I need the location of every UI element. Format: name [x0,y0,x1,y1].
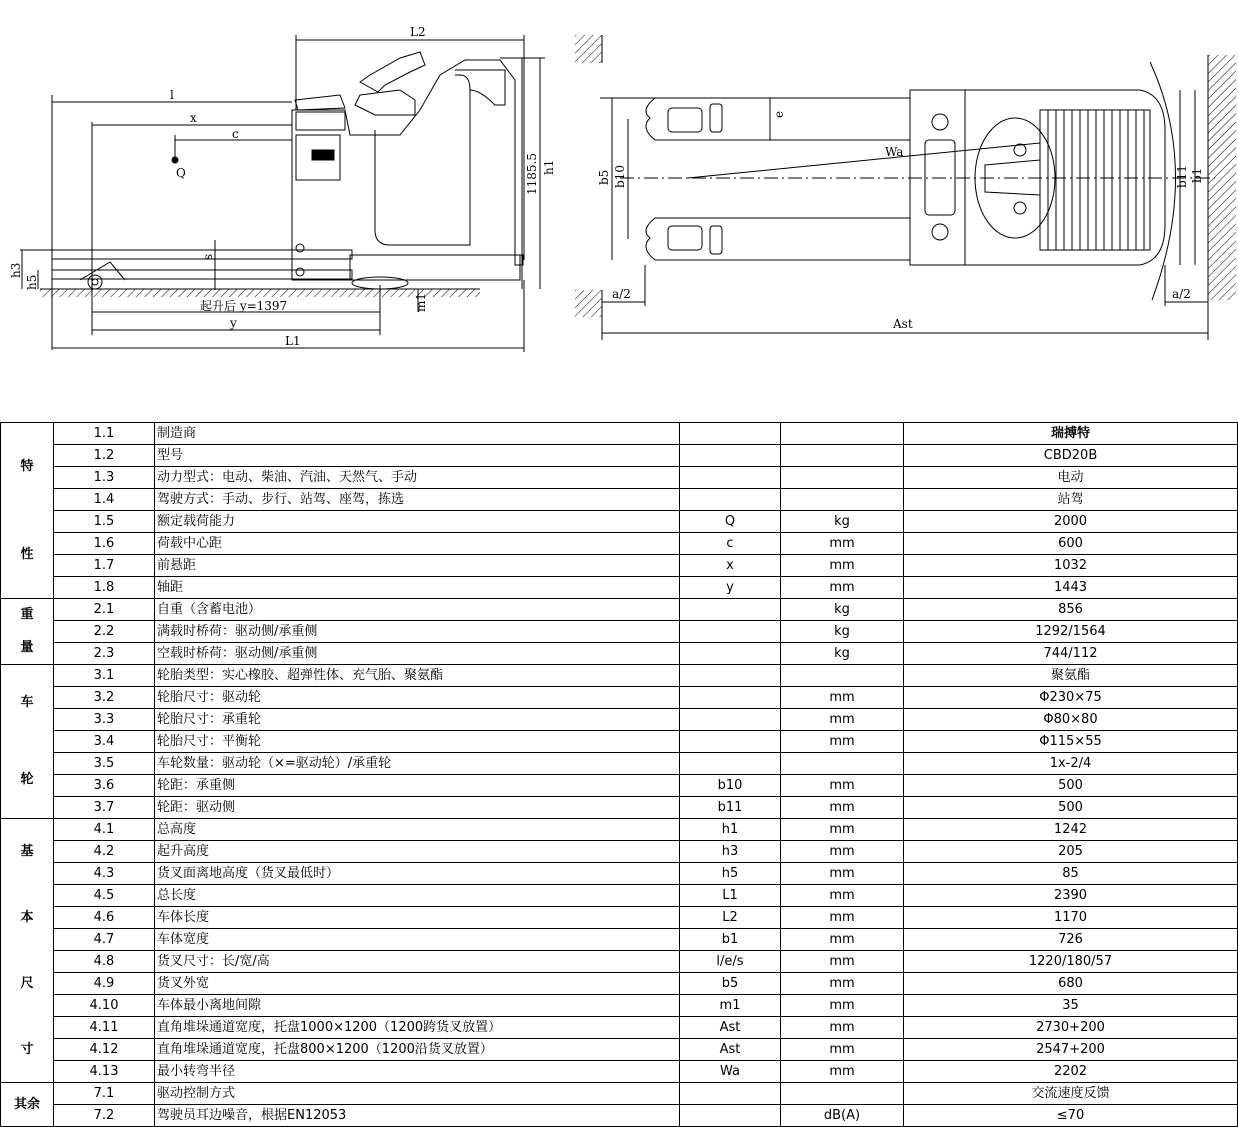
spec-unit [781,445,904,467]
spec-value: 600 [904,533,1238,555]
group-label-char: 重 [20,607,34,622]
spec-value: 500 [904,775,1238,797]
spec-number: 3.1 [54,665,155,687]
spec-row [1,709,1238,731]
spec-symbol: h5 [680,863,781,885]
spec-symbol: x [680,555,781,577]
group-label-char: 车 [20,695,34,710]
dim-c-label: c [232,127,239,141]
dim-h5-label: h5 [25,274,39,290]
spec-symbol [680,489,781,511]
spec-number: 4.3 [54,863,155,885]
load-wheel [88,275,102,289]
spec-symbol: b1 [680,929,781,951]
group-label [1,599,54,665]
spec-symbol [680,753,781,775]
spec-symbol [680,467,781,489]
dim-m1-label: m1 [414,292,428,312]
spec-value: Φ115×55 [904,731,1238,753]
spec-row [1,577,1238,599]
spec-description: 总长度 [155,885,680,907]
spec-value: 2000 [904,511,1238,533]
spec-value: 2202 [904,1061,1238,1083]
spec-row [1,841,1238,863]
spec-description: 车体最小离地间隙 [155,995,680,1017]
spec-unit: mm [781,797,904,819]
spec-row [1,731,1238,753]
spec-unit [781,423,904,445]
spec-value: 500 [904,797,1238,819]
spec-symbol: c [680,533,781,555]
spec-description: 满载时桥荷：驱动侧/承重侧 [155,621,680,643]
group-label [1,665,54,819]
spec-unit: kg [781,643,904,665]
spec-description: 空载时桥荷：驱动侧/承重侧 [155,643,680,665]
spec-symbol: Ast [680,1039,781,1061]
spec-unit [781,1083,904,1105]
spec-row [1,555,1238,577]
spec-number: 1.1 [54,423,155,445]
dim-L1-label: L1 [285,334,301,348]
spec-unit: mm [781,709,904,731]
spec-number: 2.1 [54,599,155,621]
spec-row [1,929,1238,951]
spec-unit: dB(A) [781,1105,904,1127]
spec-number: 4.13 [54,1061,155,1083]
spec-value: 聚氨酯 [904,665,1238,687]
spec-description: 额定载荷能力 [155,511,680,533]
group-label [1,423,54,599]
spec-number: 4.8 [54,951,155,973]
spec-description: 货叉面离地高度（货叉最低时） [155,863,680,885]
spec-symbol [680,1083,781,1105]
spec-table-body [1,423,1238,1127]
spec-unit: mm [781,907,904,929]
spec-symbol [680,599,781,621]
dim-b1-label: b1 [1190,167,1204,183]
group-label-char: 尺 [20,975,34,991]
spec-number: 3.2 [54,687,155,709]
spec-row [1,1083,1238,1105]
spec-symbol [680,1105,781,1127]
spec-row [1,423,1238,445]
spec-symbol: L2 [680,907,781,929]
spec-value: 680 [904,973,1238,995]
group-label-char: 其余 [13,1096,40,1112]
spec-value: 1x-2/4 [904,753,1238,775]
spec-row [1,533,1238,555]
dim-Wa-label: Wa [885,145,904,159]
spec-number: 3.5 [54,753,155,775]
spec-symbol: b11 [680,797,781,819]
spec-row [1,775,1238,797]
wall-right [1208,55,1236,300]
spec-value: 1443 [904,577,1238,599]
dim-h1-label: h1 [542,159,556,175]
dim-b11-label: b11 [1175,165,1189,188]
spec-value: 电动 [904,467,1238,489]
fork-lower [52,270,352,279]
spec-row [1,687,1238,709]
group-label-char: 性 [20,546,34,562]
spec-unit: mm [781,555,904,577]
spec-symbol: h3 [680,841,781,863]
spec-value: 2390 [904,885,1238,907]
spec-value: Φ80×80 [904,709,1238,731]
spec-row [1,797,1238,819]
dim-b5-label: b5 [597,169,611,185]
spec-row [1,445,1238,467]
tiller-handle [360,52,425,92]
spec-symbol: l/e/s [680,951,781,973]
spec-description: 驾驶方式：手动、步行、站驾、座驾，拣选 [155,489,680,511]
spec-row [1,1105,1238,1127]
spec-symbol [680,687,781,709]
wall-bottom-left [575,290,602,317]
spec-symbol: y [680,577,781,599]
spec-number: 7.1 [54,1083,155,1105]
group-label [1,819,54,1083]
spec-number: 1.8 [54,577,155,599]
spec-description: 货叉尺寸：长/宽/高 [155,951,680,973]
group-label-char: 特 [20,458,34,474]
side-view [9,25,556,352]
spec-unit: mm [781,973,904,995]
spec-description: 轮距：驱动侧 [155,797,680,819]
dim-y-label: y [230,316,237,330]
spec-number: 1.7 [54,555,155,577]
spec-row [1,995,1238,1017]
spec-description: 轮胎尺寸：驱动轮 [155,687,680,709]
spec-number: 1.6 [54,533,155,555]
group-label-char: 基 [20,843,34,859]
spec-symbol [680,423,781,445]
spec-number: 1.4 [54,489,155,511]
group-label [1,1083,54,1127]
spec-value: ≤70 [904,1105,1238,1127]
spec-unit: mm [781,1017,904,1039]
spec-number: 4.7 [54,929,155,951]
spec-value: 1170 [904,907,1238,929]
spec-row [1,489,1238,511]
spec-unit [781,665,904,687]
dim-Ast-label: Ast [893,317,913,331]
spec-number: 2.3 [54,643,155,665]
spec-description: 轮胎类型：实心橡胶、超弹性体、充气胎、聚氨酯 [155,665,680,687]
spec-description: 轮胎尺寸：承重轮 [155,709,680,731]
spec-row [1,951,1238,973]
spec-unit: mm [781,1061,904,1083]
dim-a2-right-label: a/2 [1172,287,1191,301]
spec-number: 1.5 [54,511,155,533]
spec-number: 3.4 [54,731,155,753]
spec-unit [781,753,904,775]
spec-description: 动力型式：电动、柴油、汽油、天然气、手动 [155,467,680,489]
spec-description: 总高度 [155,819,680,841]
spec-unit: mm [781,1039,904,1061]
dim-s-label: s [201,253,215,260]
spec-symbol [680,731,781,753]
spec-number: 3.3 [54,709,155,731]
spec-unit: mm [781,819,904,841]
spec-unit: mm [781,687,904,709]
spec-value: 2730+200 [904,1017,1238,1039]
spec-number: 2.2 [54,621,155,643]
spec-number: 3.7 [54,797,155,819]
spec-value: 站驾 [904,489,1238,511]
spec-description: 制造商 [155,423,680,445]
spec-value: 1220/180/57 [904,951,1238,973]
spec-value: 85 [904,863,1238,885]
spec-number: 4.12 [54,1039,155,1061]
spec-number: 4.1 [54,819,155,841]
spec-number: 1.3 [54,467,155,489]
group-label-char: 本 [20,909,34,925]
turning-radius-line [688,143,1040,178]
dim-h1-value: 1185.5 [525,153,539,195]
spec-row [1,1061,1238,1083]
spec-value: 205 [904,841,1238,863]
spec-description: 直角堆垛通道宽度，托盘1000×1200（1200跨货叉放置） [155,1017,680,1039]
spec-value: 交流速度反馈 [904,1083,1238,1105]
load-Q-label: Q [176,166,186,180]
spec-unit [781,489,904,511]
fork-bottom [646,218,910,260]
spec-row [1,643,1238,665]
spec-row [1,907,1238,929]
dim-a2-left-label: a/2 [612,287,631,301]
spec-symbol: L1 [680,885,781,907]
spec-description: 车轮数量：驱动轮（×=驱动轮）/承重轮 [155,753,680,775]
spec-value: 35 [904,995,1238,1017]
spec-value: 744/112 [904,643,1238,665]
spec-value: Φ230×75 [904,687,1238,709]
dim-h3-label: h3 [9,262,23,278]
spec-description: 轮距：承重侧 [155,775,680,797]
spec-unit: kg [781,599,904,621]
spec-number: 4.10 [54,995,155,1017]
spec-row [1,819,1238,841]
spec-symbol: b5 [680,973,781,995]
spec-unit: mm [781,533,904,555]
group-label-char: 量 [20,640,34,655]
spec-description: 车体宽度 [155,929,680,951]
dim-e-label: e [772,110,786,118]
spec-symbol: Q [680,511,781,533]
group-label-char: 寸 [20,1041,34,1057]
spec-unit: mm [781,929,904,951]
spec-row [1,753,1238,775]
spec-number: 4.5 [54,885,155,907]
spec-unit [781,467,904,489]
truck-body [292,60,515,280]
spec-unit: mm [781,731,904,753]
technical-drawing [0,0,1238,400]
spec-value: 726 [904,929,1238,951]
spec-symbol [680,709,781,731]
spec-value: 1292/1564 [904,621,1238,643]
spec-description: 直角堆垛通道宽度，托盘800×1200（1200沿货叉放置） [155,1039,680,1061]
spec-unit: mm [781,775,904,797]
spec-number: 4.2 [54,841,155,863]
spec-description: 车体长度 [155,907,680,929]
spec-unit: mm [781,885,904,907]
spec-description: 自重（含蓄电池） [155,599,680,621]
spec-symbol [680,621,781,643]
spec-description: 前悬距 [155,555,680,577]
group-label-char: 轮 [20,772,34,787]
spec-unit: kg [781,621,904,643]
spec-value: 856 [904,599,1238,621]
spec-description: 型号 [155,445,680,467]
spec-unit: mm [781,577,904,599]
fork-top [646,98,910,140]
spec-description: 轮胎尺寸：平衡轮 [155,731,680,753]
spec-symbol: m1 [680,995,781,1017]
spec-row [1,511,1238,533]
spec-unit: mm [781,841,904,863]
spec-number: 4.6 [54,907,155,929]
spec-row [1,973,1238,995]
spec-description: 驱动控制方式 [155,1083,680,1105]
spec-unit: kg [781,511,904,533]
spec-number: 1.2 [54,445,155,467]
dim-lift-y-label: 起升后 y=1397 [200,299,288,313]
spec-symbol [680,665,781,687]
spec-number: 7.2 [54,1105,155,1127]
spec-row [1,863,1238,885]
spec-description: 起升高度 [155,841,680,863]
wall-top-left [575,35,602,63]
spec-value: 瑞搏特 [904,423,1238,445]
spec-number: 4.9 [54,973,155,995]
spec-number: 3.6 [54,775,155,797]
spec-symbol: h1 [680,819,781,841]
spec-description: 最小转弯半径 [155,1061,680,1083]
spec-row [1,599,1238,621]
spec-description: 驾驶员耳边噪音，根据EN12053 [155,1105,680,1127]
spec-unit: mm [781,995,904,1017]
dim-l-label: l [170,88,174,102]
turning-arc [1150,62,1176,300]
spec-row [1,885,1238,907]
spec-value: 1242 [904,819,1238,841]
spec-symbol: Wa [680,1061,781,1083]
spec-description: 货叉外宽 [155,973,680,995]
spec-table [0,422,1238,1127]
top-view [575,35,1236,340]
spec-row [1,1017,1238,1039]
spec-symbol [680,445,781,467]
spec-symbol: b10 [680,775,781,797]
dim-b10-label: b10 [613,165,627,188]
spec-unit: mm [781,951,904,973]
spec-row [1,467,1238,489]
dim-x-label: x [190,111,197,125]
spec-description: 荷载中心距 [155,533,680,555]
spec-number: 4.11 [54,1017,155,1039]
spec-symbol [680,643,781,665]
spec-value: 2547+200 [904,1039,1238,1061]
spec-unit: mm [781,863,904,885]
spec-value: 1032 [904,555,1238,577]
spec-row [1,665,1238,687]
spec-symbol: Ast [680,1017,781,1039]
spec-description: 轴距 [155,577,680,599]
spec-row [1,1039,1238,1061]
spec-value: CBD20B [904,445,1238,467]
dim-L2-label: L2 [410,25,426,39]
spec-row [1,621,1238,643]
